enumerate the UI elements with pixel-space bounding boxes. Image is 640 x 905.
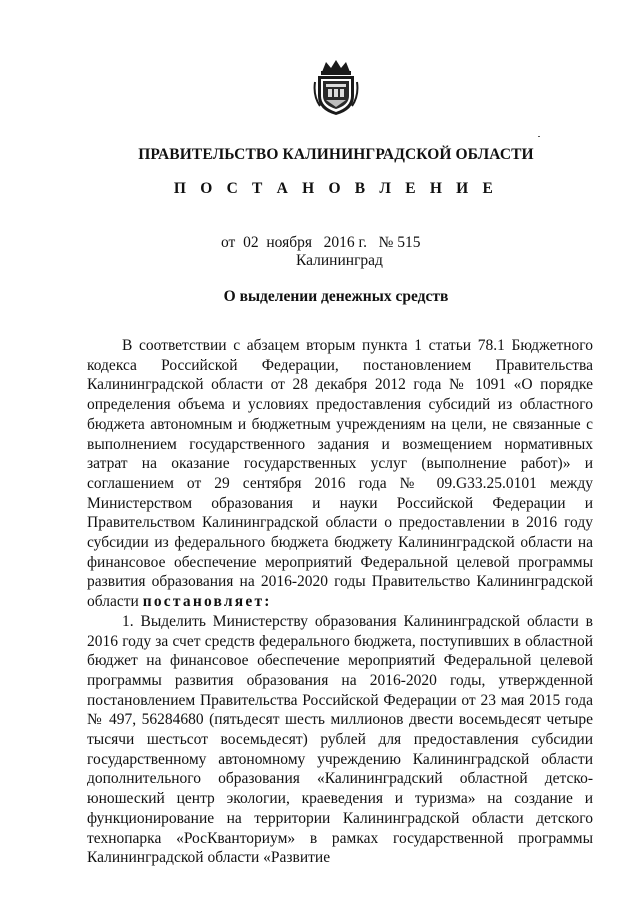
preamble-paragraph: [87, 336, 593, 612]
date-and-number: от 02 ноября 2016 г. № 515: [221, 234, 421, 251]
document-body: [87, 336, 593, 868]
item-1-paragraph: 1. Выделить Министерству образования Калининградской области в 2016 году за счет средств федерального бюджета, поступивших в областной бюджет на финансовое обеспечение мероприятий Федеральной целевой программы развития образования на 2016-2020 годы, утвержденной постановлением Правительства Российской Федерации от 23 мая 2015 года № 497, 56284680 (пятьдесят шесть миллионов двести восемьдесят четыре тысячи шестьсот восемьдесят) рублей для предоставления субсидии государственному автономному учреждению Калининградской области дополнительного образования «Калининградский областной детско-юношеский центр экологии, краеведения и туризма» на создание и функционирование на территории Калининградской области детского технопарка «РосКванториум» в рамках государственной программы Калининградской области «Развитие: [87, 612, 593, 867]
preamble-text: В соответствии с абзацем вторым пункта 1 статьи 78.1 Бюджетного кодекса Российской Федерации, постановлением Правительства Калининградской области от 28 декабря 2012 года № 1091 «О порядке определения объема и условиях предоставления субсидий из областного бюджета автономным и бюджетным учреждениям на цели, не связанные с выполнением государственного задания и возмещением нормативных затрат на оказание государственных услуг (выполнение работ)» и соглашением от 29 сентября 2016 года № 09.G33.25.0101 между Министерством образования и науки Российской Федерации и Правительством Калининградской области о предоставлении в 2016 году субсидии из федерального бюджета бюджету Калининградской области на финансовое обеспечение мероприятий Федеральной целевой программы развития образования на 2016-2020 годы Правительство Калининградской области: [87, 337, 593, 611]
scan-speck: [538, 136, 540, 137]
coat-of-arms-emblem: [312, 58, 360, 116]
city-name: Калининград: [296, 252, 383, 269]
document-subject: О выделении денежных средств: [223, 288, 449, 305]
resolves-word: постановляет:: [142, 593, 272, 611]
organization-heading: ПРАВИТЕЛЬСТВО КАЛИНИНГРАДСКОЙ ОБЛАСТИ: [138, 146, 534, 163]
document-type-heading: П О С Т А Н О В Л Е Н И Е: [173, 180, 499, 197]
